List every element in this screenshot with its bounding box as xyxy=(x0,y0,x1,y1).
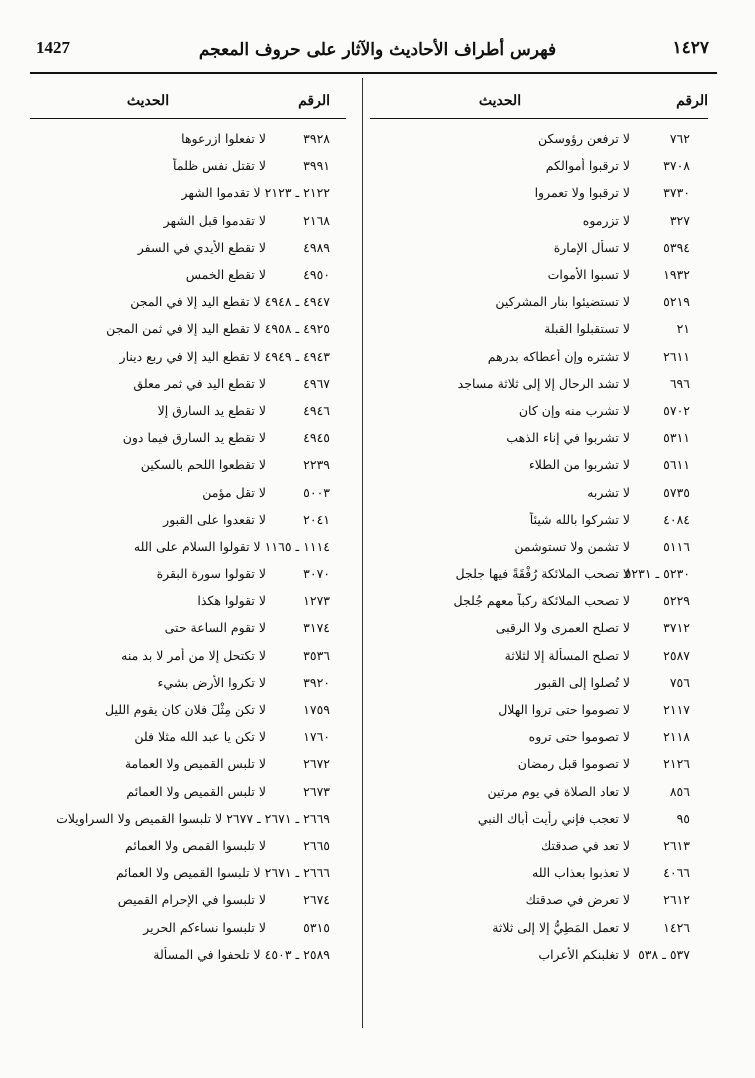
hadith-number: ٣٩٢٠ xyxy=(303,674,330,690)
hadith-text: لا تشرب منه وإن كان xyxy=(518,402,630,418)
hadith-number: ٥٢٢٩ xyxy=(663,593,690,609)
hadith-text: لا ترقبوا أموالكم xyxy=(545,158,630,174)
hadith-text: لا تلبسوا في الإحرام القميص xyxy=(117,892,266,908)
hadith-number: ٥٧٠٢ xyxy=(663,402,690,418)
hadith-number: ٢١٢٦ xyxy=(663,756,690,772)
hadith-text: لا تعد في صدقتك xyxy=(541,837,630,853)
hadith-text: لا تقدموا قبل الشهر xyxy=(163,212,266,228)
hadith-number: ٧٦٢ xyxy=(669,131,690,147)
hadith-number: ٨٥٦ xyxy=(669,783,690,799)
hadith-text: لا تكتحل إلا من أمر لا بد منه xyxy=(121,647,266,663)
hadith-number: ٢٥٨٧ xyxy=(663,647,690,663)
hadith-text: لا تقوم الساعة حتى xyxy=(164,620,266,636)
hadith-header: الحديث xyxy=(126,93,170,109)
index-row xyxy=(30,207,346,234)
hadith-number: ٢٦٦٩ ـ ٢٦٧١ ـ ٢٦٧٧ xyxy=(226,810,330,826)
hadith-number: ٢٢٣٩ xyxy=(303,457,330,473)
hadith-number: ٥٢٣٠ ـ ٥٢٣١ xyxy=(624,566,690,582)
page-number-arabic: ١٤٢٧ xyxy=(672,38,709,58)
index-row xyxy=(370,750,708,777)
index-row xyxy=(370,696,708,723)
hadith-text: لا تصحب الملائكة رُفْقَةً فيها جلجل xyxy=(455,566,630,582)
hadith-number: ٢٦٦٦ ـ ٢٦٧١ xyxy=(264,865,330,881)
hadith-number: ٢٦٧٤ xyxy=(303,892,330,908)
index-row xyxy=(370,778,708,805)
hadith-number: ٥٠٠٣ xyxy=(303,484,330,500)
hadith-text: لا تلبسوا القميص ولا العمائم xyxy=(115,865,261,881)
hadith-text: لا تلبسوا القميص ولا السراويلات xyxy=(56,810,223,826)
hadith-number: ٢١١٨ xyxy=(663,729,690,745)
hadith-number: ١١١٤ ـ ١١٦٥ xyxy=(264,538,330,554)
hadith-number: ٦٩٦ xyxy=(669,375,690,391)
hadith-number: ٥٢١٩ xyxy=(663,294,690,310)
hadith-number: ٣٠٧٠ xyxy=(303,566,330,582)
hadith-number: ٣٩٩١ xyxy=(303,158,330,174)
hadith-number: ٣٢٧ xyxy=(669,212,690,228)
index-row xyxy=(370,614,708,641)
hadith-text: لا تقطع اليد إلا في المجن xyxy=(130,294,261,310)
column-header xyxy=(370,86,708,116)
hadith-text: لا تلبسوا القمص ولا العمائم xyxy=(125,837,266,853)
hadith-text: لا تقطعوا اللحم بالسكين xyxy=(140,457,266,473)
index-row xyxy=(30,315,346,342)
hadith-text: لا تصحب الملائكة ركباً معهم جُلجل xyxy=(453,593,630,609)
hadith-number: ٥٣٧ ـ ٥٣٨ xyxy=(638,946,690,962)
index-row xyxy=(370,642,708,669)
index-row xyxy=(370,261,708,288)
hadith-text: لا تسأل الإمارة xyxy=(553,239,630,255)
index-row xyxy=(370,859,708,886)
index-row xyxy=(370,832,708,859)
index-row xyxy=(370,478,708,505)
hadith-number: ٤٠٦٦ xyxy=(663,865,690,881)
hadith-text: لا تقطع يد السارق فيما دون xyxy=(122,430,266,446)
hadith-number: ٣٩٢٨ xyxy=(303,131,330,147)
index-row xyxy=(370,179,708,206)
hadith-number: ٢١١٧ xyxy=(663,702,690,718)
hadith-number: ١٧٥٩ xyxy=(303,702,330,718)
hadith-number: ٤٩٨٩ xyxy=(303,239,330,255)
hadith-number: ٤٩٤٣ ـ ٤٩٤٩ xyxy=(264,348,330,364)
index-row xyxy=(30,778,346,805)
hadith-number: ٢١٦٨ xyxy=(303,212,330,228)
number-header: الرقم xyxy=(676,93,708,109)
hadith-number: ٥٧٣٥ xyxy=(663,484,690,500)
hadith-text: لا تكروا الأرض بشيء xyxy=(157,674,266,690)
index-row xyxy=(30,125,346,152)
hadith-number: ٩٥ xyxy=(676,810,690,826)
index-row xyxy=(30,696,346,723)
hadith-text: لا تقطع اليد إلا في ربع دينار xyxy=(119,348,261,364)
index-row xyxy=(370,451,708,478)
hadith-number: ١٧٦٠ xyxy=(303,729,330,745)
hadith-number: ٤٩٢٥ ـ ٤٩٥٨ xyxy=(264,321,330,337)
hadith-text: لا تستضيئوا بنار المشركين xyxy=(495,294,630,310)
index-row xyxy=(30,941,346,968)
hadith-number: ٣٧١٢ xyxy=(663,620,690,636)
index-row xyxy=(370,125,708,152)
hadith-number: ٥٣١٥ xyxy=(303,919,330,935)
hadith-text: لا تصلح المسألة إلا لثلاثة xyxy=(504,647,630,663)
index-row xyxy=(370,587,708,614)
column-divider xyxy=(362,78,363,1028)
index-row xyxy=(370,560,708,587)
index-row xyxy=(30,913,346,940)
hadith-number: ٥٦١١ xyxy=(663,457,690,473)
index-row xyxy=(30,614,346,641)
index-row xyxy=(370,533,708,560)
index-row xyxy=(30,886,346,913)
hadith-text: لا تعجب فإني رأيت أباك النبي xyxy=(477,810,630,826)
hadith-number: ٢٦٧٣ xyxy=(303,783,330,799)
hadith-text: لا تقطع اليد إلا في ثمن المجن xyxy=(106,321,261,337)
hadith-text: لا تغلبنكم الأعراب xyxy=(538,946,630,962)
hadith-text: لا تشربه xyxy=(587,484,630,500)
hadith-number: ٢٥٨٩ ـ ٤٥٠٣ xyxy=(264,946,330,962)
hadith-number: ٤٩٤٥ xyxy=(303,430,330,446)
hadith-text: لا تصوموا حتى تروا الهلال xyxy=(498,702,630,718)
hadith-text: لا ترقبوا ولا تعمروا xyxy=(534,185,630,201)
hadith-number: ٤٩٤٦ xyxy=(303,402,330,418)
hadith-text: لا تكن مِثْلَ فلان كان يقوم الليل xyxy=(104,702,266,718)
index-row xyxy=(30,343,346,370)
hadith-number: ٤٠٨٤ xyxy=(663,511,690,527)
column-header xyxy=(30,86,346,116)
hadith-text: لا تفعلوا ازرعوها xyxy=(181,131,266,147)
hadith-text: لا تُصلوا إلى القبور xyxy=(534,674,630,690)
hadith-text: لا تصوموا حتى تروه xyxy=(528,729,630,745)
hadith-text: لا تقدموا الشهر xyxy=(181,185,261,201)
index-row xyxy=(30,397,346,424)
hadith-number: ٢١٢٢ ـ ٢١٢٣ xyxy=(264,185,330,201)
hadith-text: لا تعمل المَطِيُّ إلا إلى ثلاثة xyxy=(492,919,630,935)
hadith-header: الحديث xyxy=(478,93,522,109)
index-row xyxy=(370,207,708,234)
hadith-text: لا تصوموا قبل رمضان xyxy=(517,756,630,772)
hadith-number: ٢٦١٣ xyxy=(663,837,690,853)
hadith-text: لا تصلح العمرى ولا الرقبى xyxy=(495,620,630,636)
index-row xyxy=(30,424,346,451)
index-row xyxy=(30,560,346,587)
hadith-number: ٧٥٦ xyxy=(669,674,690,690)
index-row xyxy=(30,234,346,261)
index-rows xyxy=(30,125,346,968)
index-row xyxy=(370,805,708,832)
index-row xyxy=(370,152,708,179)
index-row xyxy=(30,642,346,669)
hadith-text: لا تقل مؤمن xyxy=(202,484,266,500)
index-row xyxy=(370,397,708,424)
index-row xyxy=(370,343,708,370)
index-row xyxy=(30,478,346,505)
index-row xyxy=(30,669,346,696)
hadith-number: ١٢٧٣ xyxy=(303,593,330,609)
index-row xyxy=(370,669,708,696)
hadith-text: لا تلبس القميص ولا العمامة xyxy=(124,756,266,772)
hadith-text: لا تعذبوا بعذاب الله xyxy=(532,865,630,881)
index-row xyxy=(370,424,708,451)
hadith-text: لا تقتل نفس ظلماً xyxy=(173,158,266,174)
hadith-number: ٥٣٩٤ xyxy=(663,239,690,255)
hadith-text: لا تلبسوا نساءكم الحرير xyxy=(143,919,266,935)
hadith-text: لا تشد الرحال إلا إلى ثلاثة مساجد xyxy=(457,375,630,391)
hadith-number: ١٩٣٢ xyxy=(663,267,690,283)
hadith-number: ٣٥٣٦ xyxy=(303,647,330,663)
index-row xyxy=(30,805,346,832)
hadith-text: لا تقطع الخمس xyxy=(185,267,266,283)
header-rule xyxy=(30,72,717,74)
index-row xyxy=(370,288,708,315)
hadith-number: ٣٧٠٨ xyxy=(663,158,690,174)
page-title: فهرس أطراف الأحاديث والآثار على حروف المعجم xyxy=(198,40,557,60)
hadith-number: ٢١ xyxy=(676,321,690,337)
index-row xyxy=(30,261,346,288)
hadith-text: لا تقطع يد السارق إلا xyxy=(157,402,266,418)
index-row xyxy=(370,886,708,913)
index-row xyxy=(30,533,346,560)
hadith-text: لا تشربوا في إناء الذهب xyxy=(506,430,630,446)
hadith-text: لا تشركوا بالله شيئاً xyxy=(529,511,630,527)
index-row xyxy=(370,913,708,940)
index-row xyxy=(30,152,346,179)
hadith-text: لا تعاد الصلاة في يوم مرتين xyxy=(487,783,630,799)
hadith-text: لا تشربوا من الطلاء xyxy=(528,457,630,473)
hadith-text: لا تعرض في صدقتك xyxy=(525,892,630,908)
hadith-text: لا تكن يا عبد الله مثلا فلن xyxy=(134,729,266,745)
hadith-text: لا تقولوا سورة البقرة xyxy=(156,566,266,582)
index-row xyxy=(370,723,708,750)
hadith-number: ٣١٧٤ xyxy=(303,620,330,636)
hadith-text: لا تلحفوا في المسألة xyxy=(153,946,261,962)
hadith-text: لا تسبوا الأموات xyxy=(547,267,630,283)
hadith-text: لا تقطع اليد في ثمر معلق xyxy=(133,375,266,391)
index-row xyxy=(30,451,346,478)
hadith-number: ٥٣١١ xyxy=(663,430,690,446)
index-row xyxy=(370,370,708,397)
hadith-number: ٣٧٣٠ xyxy=(663,185,690,201)
hadith-number: ٤٩٦٧ xyxy=(303,375,330,391)
index-row xyxy=(30,832,346,859)
hadith-text: لا تشمن ولا تستوشمن xyxy=(514,538,630,554)
hadith-number: ٢٦١١ xyxy=(663,348,690,364)
hadith-number: ٤٩٥٠ xyxy=(303,267,330,283)
hadith-text: لا ترفعن رؤوسكن xyxy=(538,131,630,147)
hadith-text: لا تلبس القميص ولا العمائم xyxy=(126,783,266,799)
hadith-number: ١٤٢٦ xyxy=(663,919,690,935)
hadith-text: لا تستقبلوا القبلة xyxy=(544,321,630,337)
hadith-number: ٢٦٦٥ xyxy=(303,837,330,853)
index-row xyxy=(30,750,346,777)
page-number-latin: 1427 xyxy=(36,38,70,57)
index-rows xyxy=(370,125,708,968)
hadith-text: لا تشتره وإن أعطاكه بدرهم xyxy=(487,348,630,364)
column-header-rule xyxy=(370,118,708,119)
hadith-number: ٢٠٤١ xyxy=(303,511,330,527)
index-column-right xyxy=(370,86,708,968)
index-row xyxy=(30,179,346,206)
index-row xyxy=(30,859,346,886)
index-row xyxy=(30,288,346,315)
column-header-rule xyxy=(30,118,346,119)
index-row xyxy=(30,587,346,614)
index-row xyxy=(370,234,708,261)
index-row xyxy=(30,723,346,750)
index-row xyxy=(30,370,346,397)
index-row xyxy=(370,506,708,533)
hadith-number: ٢٦٧٢ xyxy=(303,756,330,772)
index-column-left xyxy=(30,86,346,968)
hadith-number: ٤٩٤٧ ـ ٤٩٤٨ xyxy=(264,294,330,310)
index-row xyxy=(370,315,708,342)
hadith-text: لا تقولوا هكذا xyxy=(197,593,266,609)
hadith-text: لا تقولوا السلام على الله xyxy=(133,538,261,554)
hadith-number: ٢٦١٢ xyxy=(663,892,690,908)
number-header: الرقم xyxy=(298,93,330,109)
hadith-number: ٥١١٦ xyxy=(663,538,690,554)
hadith-text: لا تقعدوا على القبور xyxy=(163,511,266,527)
index-row xyxy=(30,506,346,533)
hadith-text: لا تقطع الأيدي في السفر xyxy=(137,239,266,255)
hadith-text: لا تزرموه xyxy=(582,212,630,228)
index-row xyxy=(370,941,708,968)
